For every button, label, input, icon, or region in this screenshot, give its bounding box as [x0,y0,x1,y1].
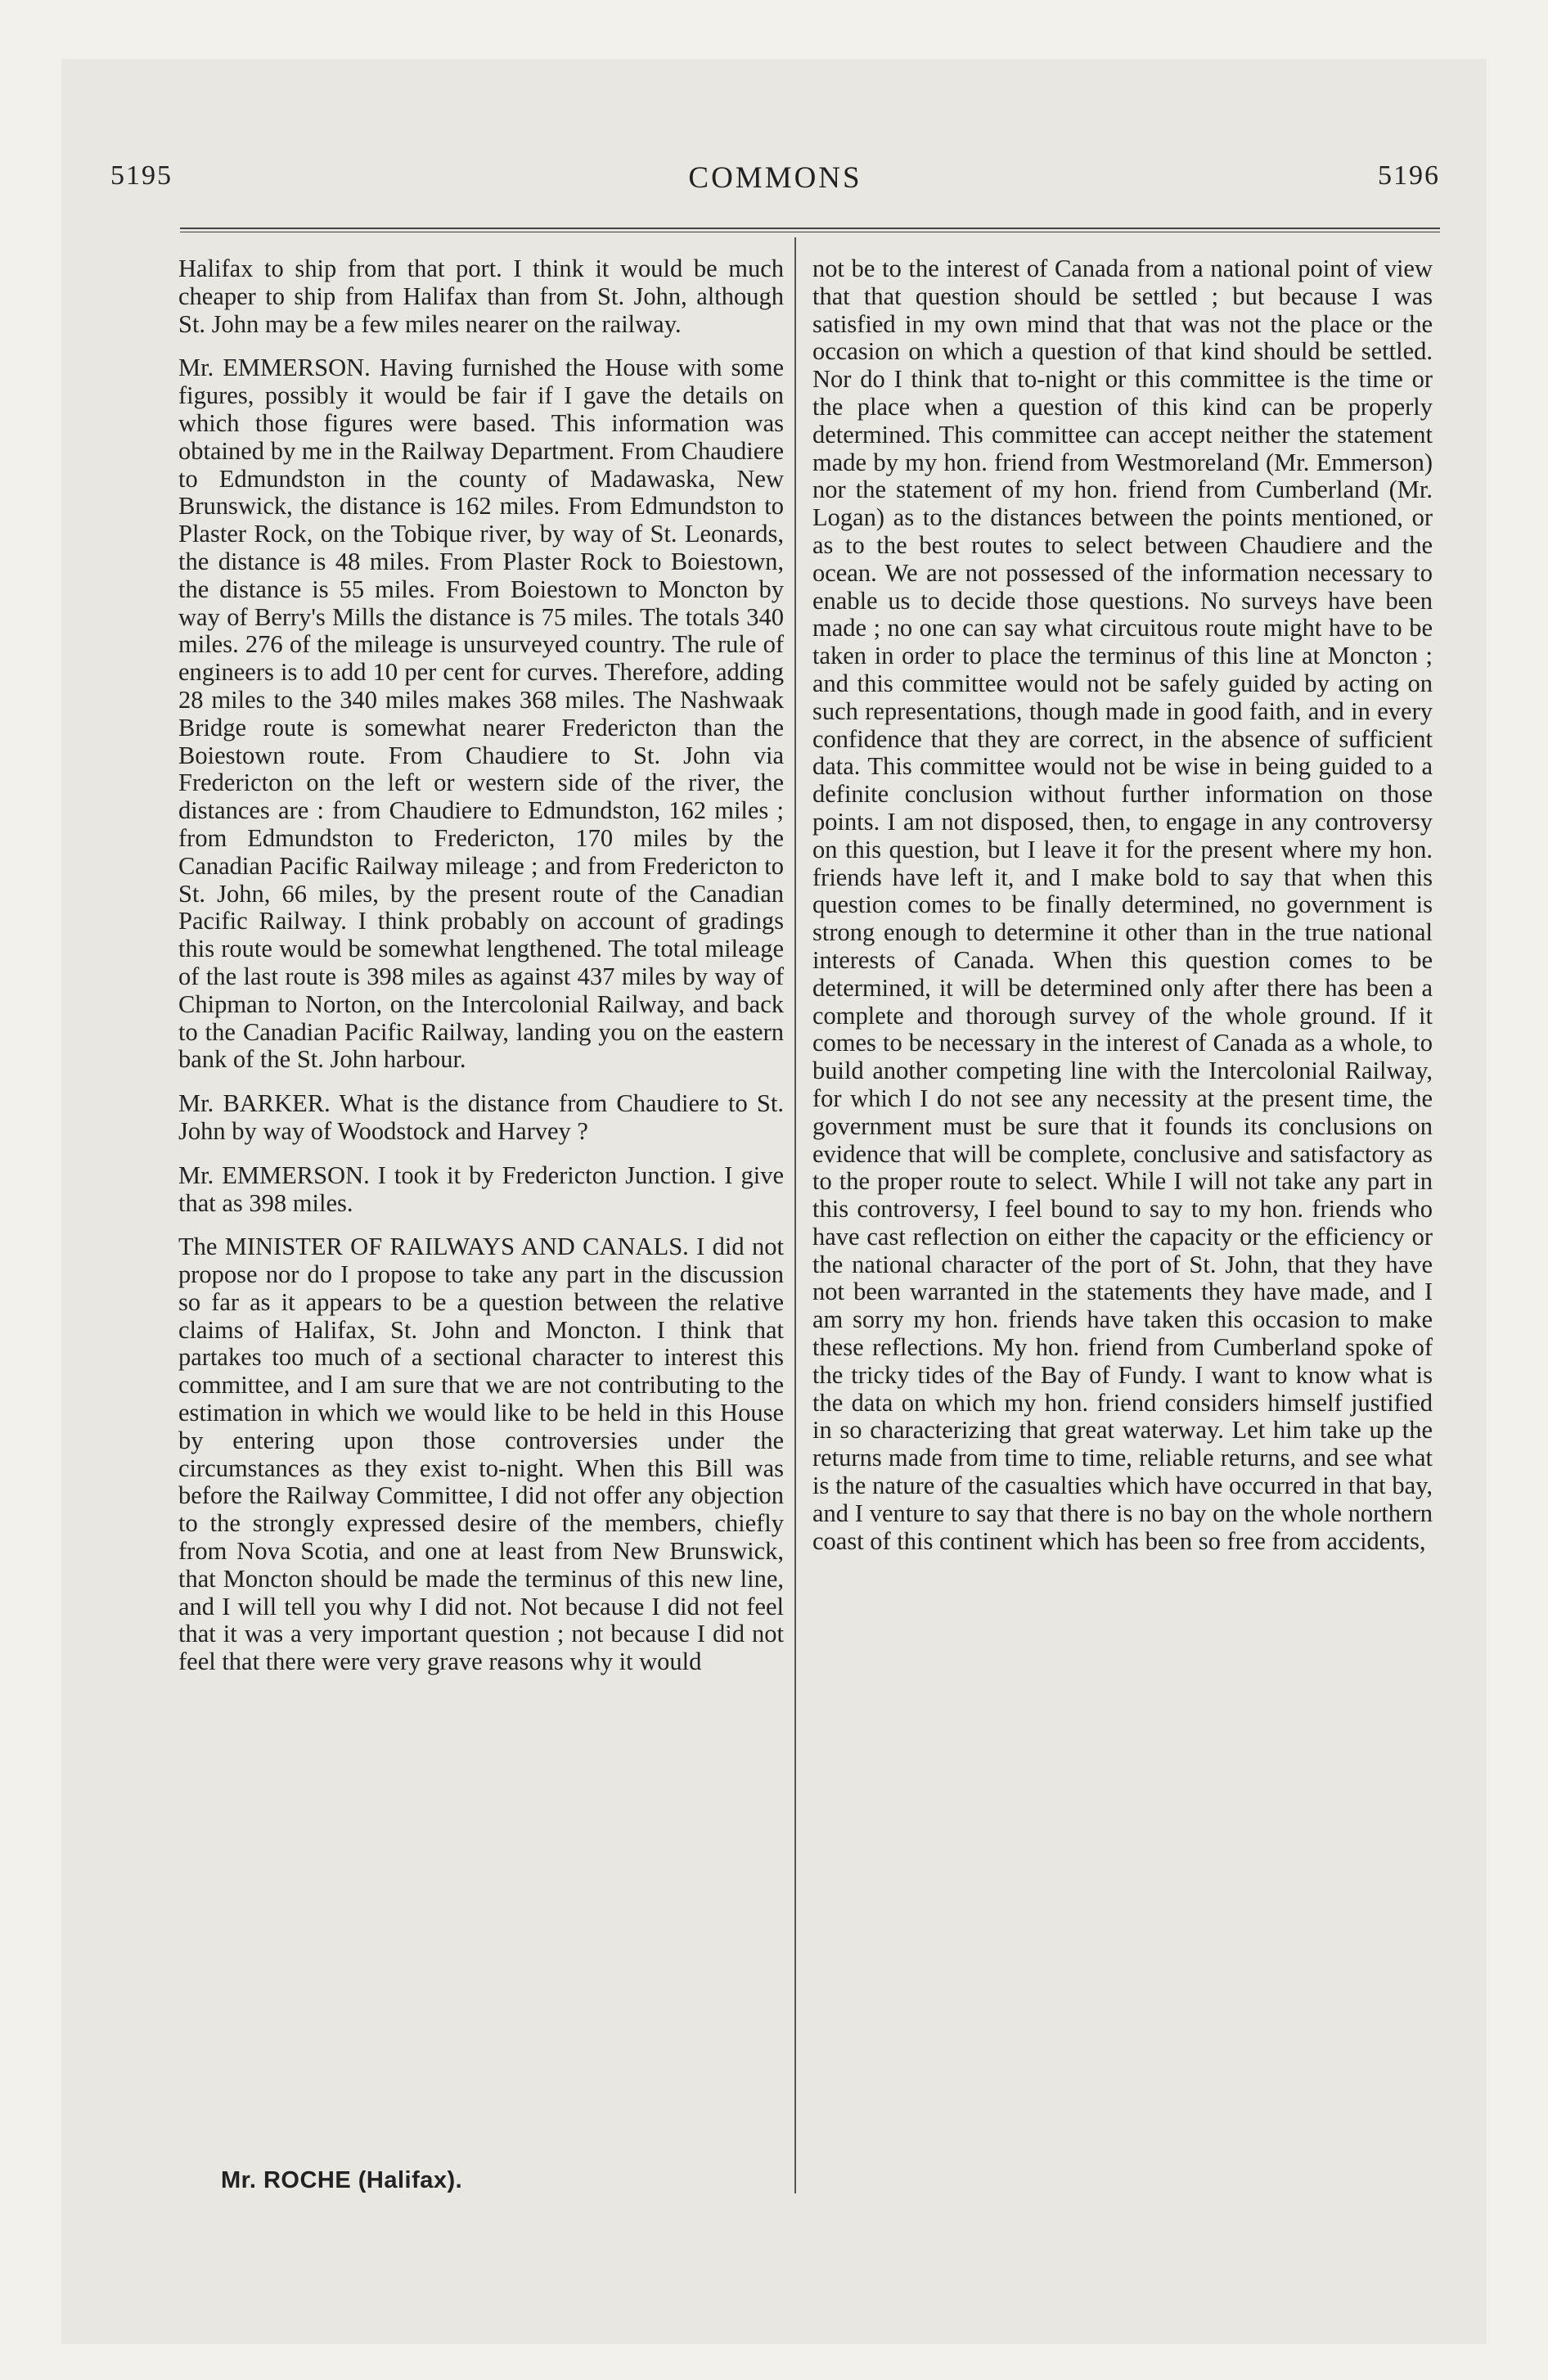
right-column [812,255,1433,1571]
paragraph: The MINISTER OF RAILWAYS AND CANALS. I did not propose nor do I propose to take any part in the discussion so far as it appears to be a question between the relative claims of Halifax, St. John and Moncton. I think that partakes too much of a sectional character to interest this committee, and I am sure that we are not contributing to the estimation in which we would like to be held in this House by entering upon those controversies under the circumstances as they exist to-night. When this Bill was before the Railway Committee, I did not offer any objection to the strongly expressed desire of the members, chiefly from Nova Scotia, and one at least from New Brunswick, that Moncton should be made the terminus of this new line, and I will tell you why I did not. Not because I did not feel that it was a very important question ; not because I did not feel that there were very grave reasons why it would [178,1233,784,1676]
paragraph: Mr. EMMERSON. I took it by Fredericton Junction. I give that as 398 miles. [178,1161,784,1217]
page-header [110,160,1440,201]
left-column [178,255,784,1693]
paragraph: Mr. BARKER. What is the distance from Chaudiere to St. John by way of Woodstock and Harvey ? [178,1089,784,1145]
page-number-left: 5195 [110,160,173,191]
footer-speaker-note: Mr. ROCHE (Halifax). [221,2167,463,2193]
page-number-right: 5196 [1378,160,1440,191]
column-divider [794,237,796,2193]
paragraph: Mr. EMMERSON. Having furnished the House with some figures, possibly it would be fair if I gave the details on which those figures were based. This information was obtained by me in the Railway Department. From Chaudiere to Edmundston in the county of Madawaska, New Brunswick, the distance is 162 miles. From Edmundston to Plaster Rock, on the Tobique river, by way of St. Leonards, the distance is 48 miles. From Plaster Rock to Boiestown, the distance is 55 miles. From Boiestown to Moncton by way of Berry's Mills the distance is 75 miles. The totals 340 miles. 276 of the mileage is unsurveyed country. The rule of engineers is to add 10 per cent for curves. Therefore, adding 28 miles to the 340 miles makes 368 miles. The Nashwaak Bridge route is somewhat nearer Fredericton than the Boiestown route. From Chaudiere to St. John via Fredericton on the left or western side of the river, the distances are : from Chaudiere to Edmundston, 162 miles ; from Edmundston to Fredericton, 170 miles by the Canadian Pacific Railway mileage ; and from Fredericton to St. John, 66 miles, by the present route of the Canadian Pacific Railway. I think probably on account of gradings this route would be somewhat lengthened. The total mileage of the last route is 398 miles as against 437 miles by way of Chipman to Norton, on the Intercolonial Railway, and back to the Canadian Pacific Railway, landing you on the eastern bank of the St. John harbour. [178,354,784,1074]
page-title: COMMONS [688,161,862,195]
header-rule [180,228,1440,232]
paragraph: not be to the interest of Canada from a national point of view that that question should be settled ; but because I was satisfied in my own mind that that was not the place or the occasion on which a question of that kind should be settled. Nor do I think that to-night or this committee is the time or the place when a question of this kind can be properly determined. This committee can accept neither the statement made by my hon. friend from Westmoreland (Mr. Emmerson) nor the statement of my hon. friend from Cumberland (Mr. Logan) as to the distances between the points mentioned, or as to the best routes to select between Chaudiere and the ocean. We are not possessed of the information necessary to enable us to decide those questions. No surveys have been made ; no one can say what circuitous route might have to be taken in order to place the terminus of this line at Moncton ; and this committee would not be safely guided by acting on such representations, though made in good faith, and in every confidence that they are correct, in the absence of sufficient data. This committee would not be wise in being guided to a definite conclusion without further information on those points. I am not disposed, then, to engage in any controversy on this question, but I leave it for the present where my hon. friends have left it, and I make bold to say that when this question comes to be finally determined, no government is strong enough to determine it other than in the true national interests of Canada. When this question comes to be determined, it will be determined only after there has been a complete and thorough survey of the whole ground. If it comes to be necessary in the interest of Canada as a whole, to build another competing line with the Intercolonial Railway, for which I do not see any necessity at the present time, the government must be sure that it founds its conclusions on evidence that will be complete, conclusive and satisfactory as to the proper route to select. While I will not take any part in this controversy, I feel bound to say to my hon. friends who have cast reflection on either the capacity or the efficiency or the national character of the port of St. John, that they have not been warranted in the statements they have made, and I am sorry my hon. friends have taken this occasion to make these reflections. My hon. friend from Cumberland spoke of the tricky tides of the Bay of Fundy. I want to know what is the data on which my hon. friend considers himself justified in so characterizing that great waterway. Let him take up the returns made from time to time, reliable returns, and see what is the nature of the casualties which have occurred in that bay, and I venture to say that there is no bay on the whole northern coast of this continent which has been so free from accidents, [812,255,1433,1555]
paragraph: Halifax to ship from that port. I think it would be much cheaper to ship from Halifax than from St. John, although St. John may be a few miles nearer on the railway. [178,255,784,338]
